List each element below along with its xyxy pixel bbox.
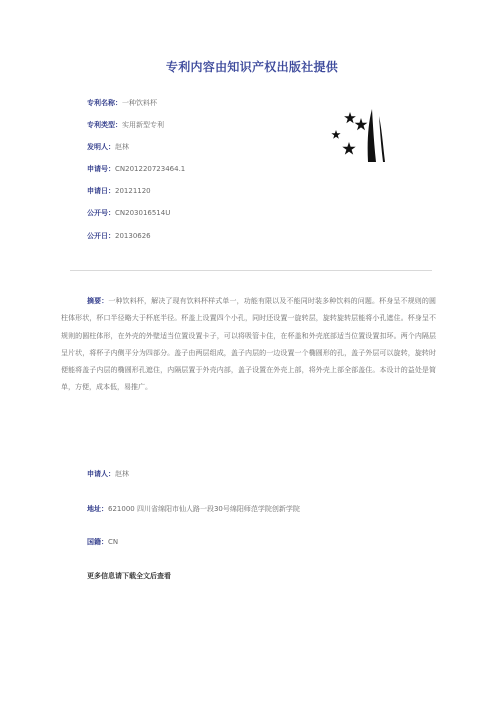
meta-row-app-date xyxy=(87,187,185,195)
country-value: CN xyxy=(108,538,119,546)
meta-row-pub-no xyxy=(87,209,185,217)
page-title: 专利内容由知识产权出版社提供 xyxy=(165,60,339,74)
app-no-label: 申请号： xyxy=(87,165,115,174)
name-value: 一种饮料杯 xyxy=(122,99,157,107)
cnipa-emblem-icon xyxy=(327,106,387,166)
app-date-label: 申请日： xyxy=(87,187,115,196)
meta-row-name xyxy=(87,99,185,107)
type-label: 专利类型： xyxy=(87,121,122,130)
meta-row-inventor xyxy=(87,143,185,151)
inventor-value: 赵林 xyxy=(115,143,129,152)
pub-date-value: 20130626 xyxy=(115,231,151,240)
pub-no-label: 公开号： xyxy=(87,209,115,218)
meta-row-pub-date xyxy=(87,232,185,240)
country-row xyxy=(87,538,118,546)
address-row xyxy=(87,505,300,513)
abstract-label: 摘要： xyxy=(87,297,109,305)
type-value: 实用新型专利 xyxy=(122,121,164,130)
country-label: 国籍： xyxy=(87,538,108,546)
name-label: 专利名称： xyxy=(87,99,122,107)
pub-no-value: CN203016514U xyxy=(115,209,171,218)
more-info-text: 更多信息请下载全文后查看 xyxy=(87,572,171,580)
meta-row-type xyxy=(87,121,185,129)
abstract-text: 一种饮料杯，解决了现有饮料杯样式单一，功能有限以及不能同时装多种饮料的问题。杯身呈不规则的圆柱体形状，杯口半径略大于杯底半径。杯盖上设置四个小孔，同时还设置一旋转层，旋转旋转层能将小孔遮住。杯身呈不规则的圆柱体形，在外壳的外壁适当位置设置卡子，可以将吸管卡住，在杯盖和外壳底部适当位置设置扣环。两个内隔层呈片状，将杯子内侧平分为四部分。盖子由两层组成，盖子内层的一边设置一个椭圆形的孔，盖子外层可以旋转，旋转时便能将盖子内层的椭圆形孔遮住，内隔层置于外壳内部，盖子设置在外壳上部，将外壳上部全部盖住。本设计的益处是简单，方便，成本低，易推广。 xyxy=(61,297,436,392)
abstract xyxy=(61,293,436,397)
applicant-value: 赵林 xyxy=(115,470,129,478)
divider xyxy=(70,270,432,271)
address-value: 621000 四川省绵阳市仙人路一段30号绵阳师范学院创新学院 xyxy=(108,505,300,513)
app-date-value: 20121120 xyxy=(115,187,151,196)
pub-date-label: 公开日： xyxy=(87,231,115,240)
inventor-label: 发明人： xyxy=(87,143,115,152)
meta-row-app-no xyxy=(87,165,185,173)
patent-meta xyxy=(87,99,185,254)
applicant-row xyxy=(87,470,129,478)
app-no-value: CN201220723464.1 xyxy=(115,165,186,174)
address-label: 地址： xyxy=(87,505,108,513)
applicant-label: 申请人： xyxy=(87,470,115,478)
